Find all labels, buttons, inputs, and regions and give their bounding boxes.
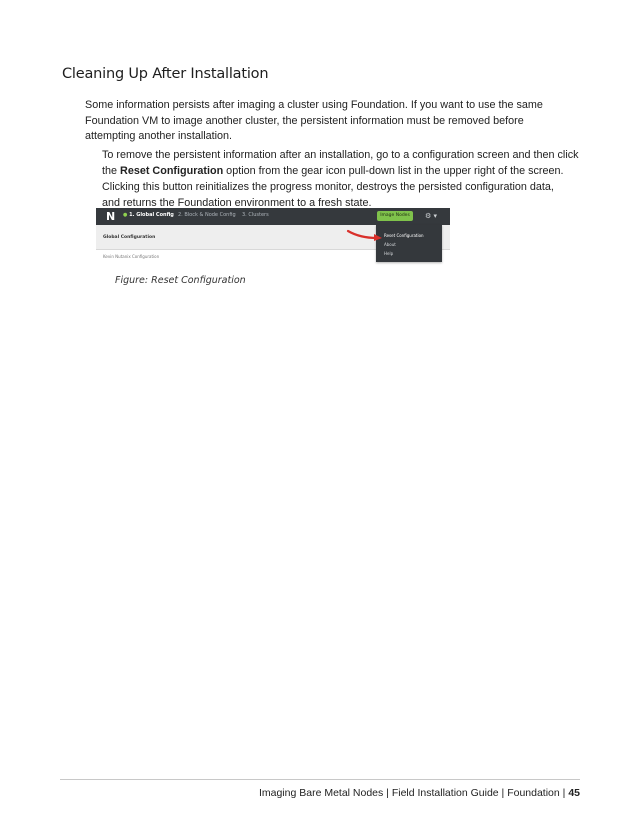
nutanix-logo-icon: N [106, 210, 116, 223]
config-subtext: Kevin Nutanix Configuration [103, 254, 160, 259]
intro-paragraph: Some information persists after imaging a cluster using Foundation. If you want to use the same Foundation VM to image another cluster, the persistent information must be removed before attempting another installation. [85, 99, 543, 142]
page-footer [259, 787, 580, 799]
result-paragraph: Clicking this button reinitializes the progress monitor, destroys the persisted configuration data, and returns the Foundation environment to a fresh state. [102, 181, 554, 209]
gear-icon[interactable]: ⚙ ▾ [425, 212, 438, 220]
section-heading: Cleaning Up After Installation [62, 66, 269, 82]
page-number: 45 [568, 787, 580, 799]
footer-text: Imaging Bare Metal Nodes | Field Installation Guide | Foundation | [258, 787, 569, 799]
menu-item-reset-configuration[interactable]: Reset Configuration [384, 233, 424, 238]
figure-caption: Figure: Reset Configuration [115, 275, 246, 286]
reset-configuration-screenshot [96, 208, 450, 266]
tab-global-config-label: 1. Global Config [129, 212, 174, 218]
config-title: Global Configuration [103, 235, 156, 240]
step-text-after: option from the gear icon pull-down list in the upper right of the screen. [223, 164, 564, 177]
step-paragraph [102, 148, 582, 179]
image-nodes-button[interactable]: Image Nodes [377, 211, 413, 221]
tab-clusters[interactable]: 3. Clusters [242, 212, 269, 218]
tab-block-node-config[interactable]: 2. Block & Node Config [178, 212, 236, 218]
menu-item-about[interactable]: About [384, 242, 396, 247]
app-nav-bar [96, 208, 450, 225]
red-arrow-icon [346, 228, 384, 242]
reset-configuration-term: Reset Configuration [120, 164, 224, 177]
active-tab-dot-icon: ● [123, 212, 128, 218]
gear-dropdown-menu [376, 225, 442, 262]
footer-rule [60, 779, 580, 780]
menu-item-help[interactable]: Help [384, 251, 394, 256]
tab-global-config[interactable] [123, 212, 174, 218]
step-text-before: To remove the persistent information after an installation, go to a configuration screen and then click the [102, 149, 579, 177]
